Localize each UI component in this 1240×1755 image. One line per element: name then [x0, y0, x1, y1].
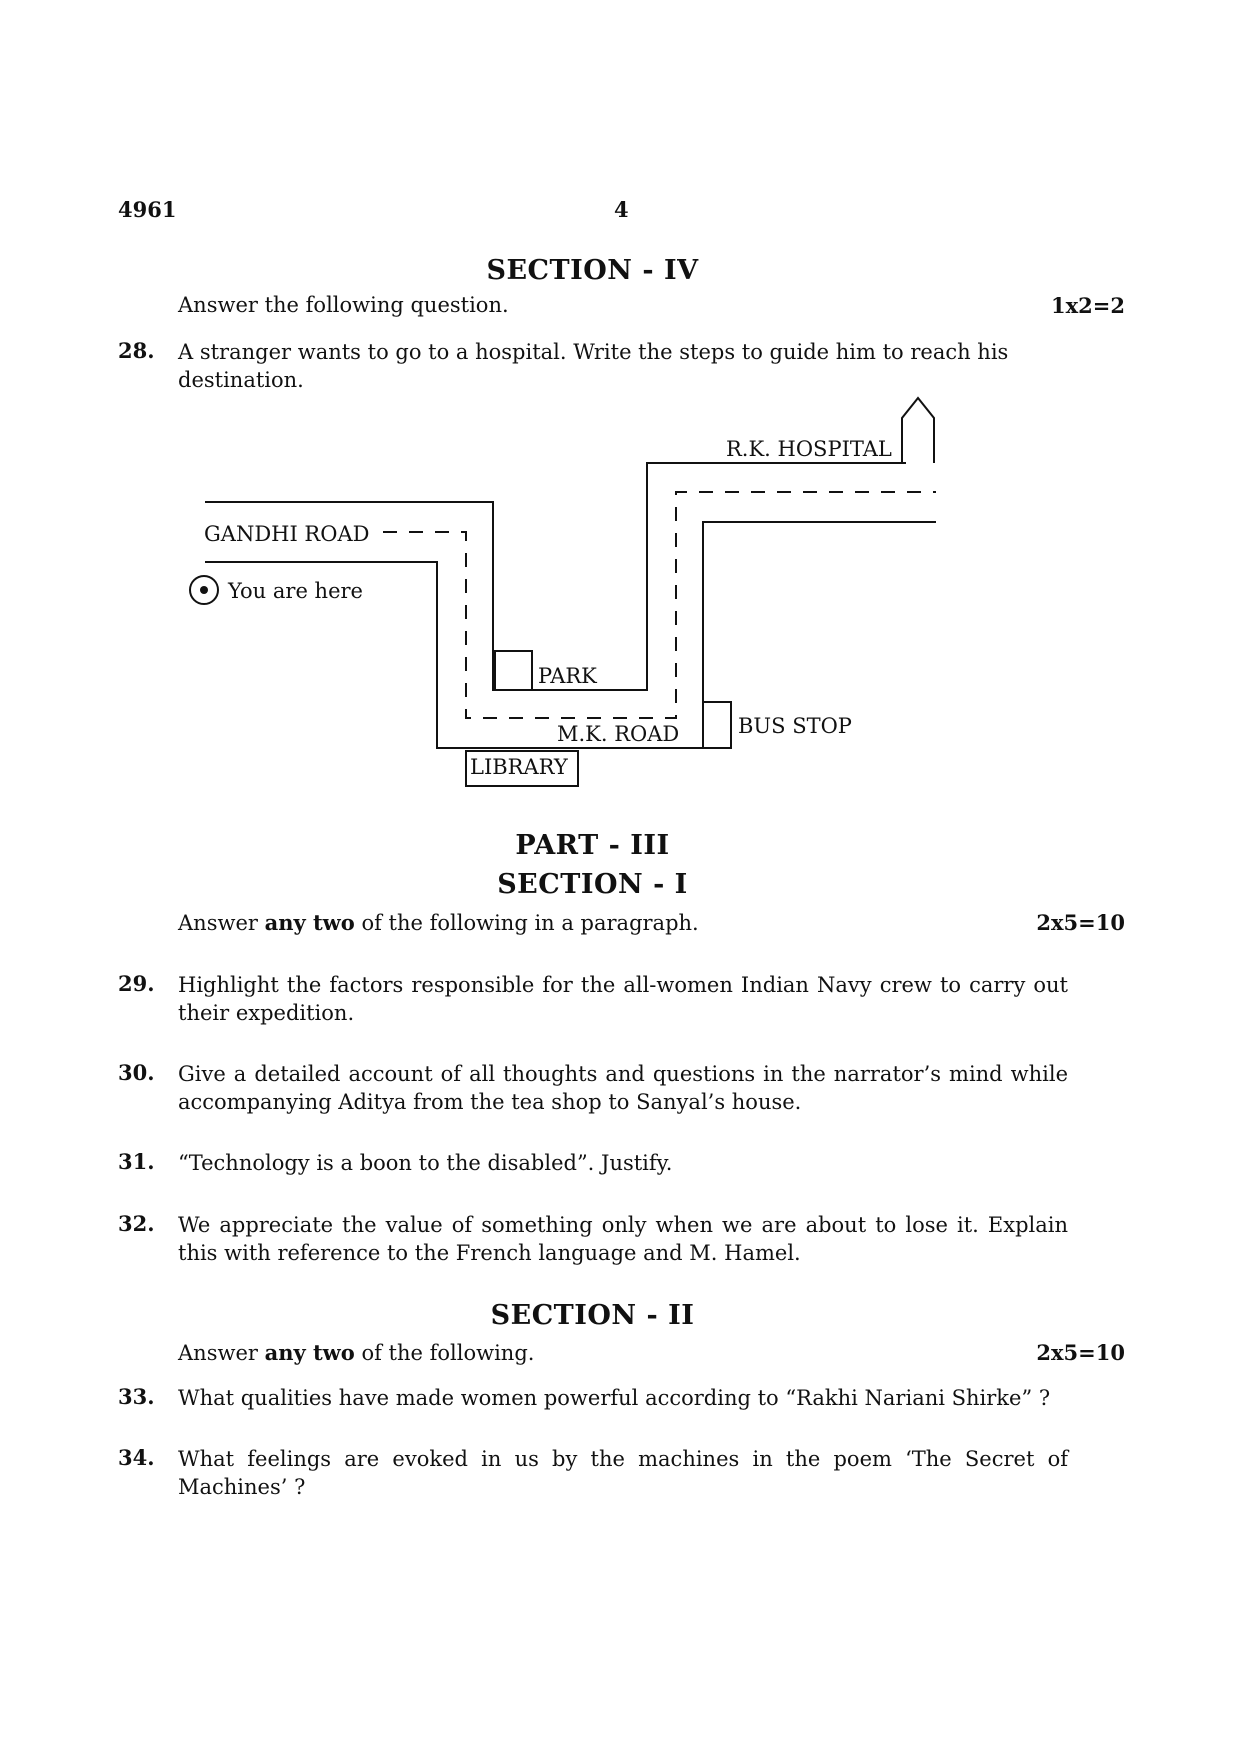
part-iii-title: PART - III: [515, 830, 670, 861]
mk-road-label: M.K. ROAD: [557, 722, 680, 746]
road-upper-edge: [205, 463, 906, 690]
question-number: 31.: [118, 1149, 155, 1174]
question-text: We appreciate the value of something only when we are about to lose it. Explain this with reference to the French language and M. Hamel.: [178, 1213, 1068, 1265]
bus-stop-box: [703, 702, 731, 748]
bus-stop-label: BUS STOP: [738, 714, 852, 738]
question-text: “Technology is a boon to the disabled”. Justify.: [178, 1151, 673, 1175]
park-box: [495, 651, 532, 690]
section-iv-instruction: Answer the following question.: [178, 293, 509, 317]
question-number: 29.: [118, 971, 155, 996]
route-dashed-line: [383, 492, 936, 718]
question-number: 30.: [118, 1060, 155, 1085]
section-i-title: SECTION - I: [497, 869, 688, 900]
section-iv-marks: 1x2=2: [1051, 293, 1125, 318]
question-number: 34.: [118, 1445, 155, 1470]
section-ii-instruction: Answer any two of the following.: [178, 1340, 535, 1365]
hospital-label: R.K. HOSPITAL: [726, 437, 892, 461]
question-text: Highlight the factors responsible for the all-women Indian Navy crew to carry out their expedition.: [178, 973, 1068, 1025]
question-number: 32.: [118, 1211, 155, 1236]
page-number: 4: [614, 197, 629, 222]
question-text: What feelings are evoked in us by the machines in the poem ‘The Secret of Machines’ ?: [178, 1447, 1068, 1499]
library-label: LIBRARY: [470, 755, 568, 779]
paper-code: 4961: [118, 197, 177, 222]
park-label: PARK: [538, 664, 597, 688]
section-iv-title: SECTION - IV: [486, 255, 699, 286]
question-number: 28.: [118, 338, 155, 363]
section-i-marks: 2x5=10: [1036, 910, 1125, 935]
question-text: A stranger wants to go to a hospital. Write the steps to guide him to reach his destination.: [178, 340, 1009, 392]
section-ii-title: SECTION - II: [490, 1300, 695, 1331]
gandhi-road-label: GANDHI ROAD: [204, 522, 370, 546]
question-text: Give a detailed account of all thoughts and questions in the narrator’s mind while accompanying Aditya from the tea shop to Sanyal’s house.: [178, 1062, 1068, 1114]
you-are-here-label: You are here: [228, 579, 363, 603]
section-ii-marks: 2x5=10: [1036, 1340, 1125, 1365]
section-i-instruction: Answer any two of the following in a paragraph.: [178, 910, 699, 935]
question-number: 33.: [118, 1384, 155, 1409]
question-text: What qualities have made women powerful according to “Rakhi Nariani Shirke” ?: [178, 1386, 1051, 1410]
hospital-building: [902, 398, 934, 463]
route-map: [0, 0, 1240, 800]
